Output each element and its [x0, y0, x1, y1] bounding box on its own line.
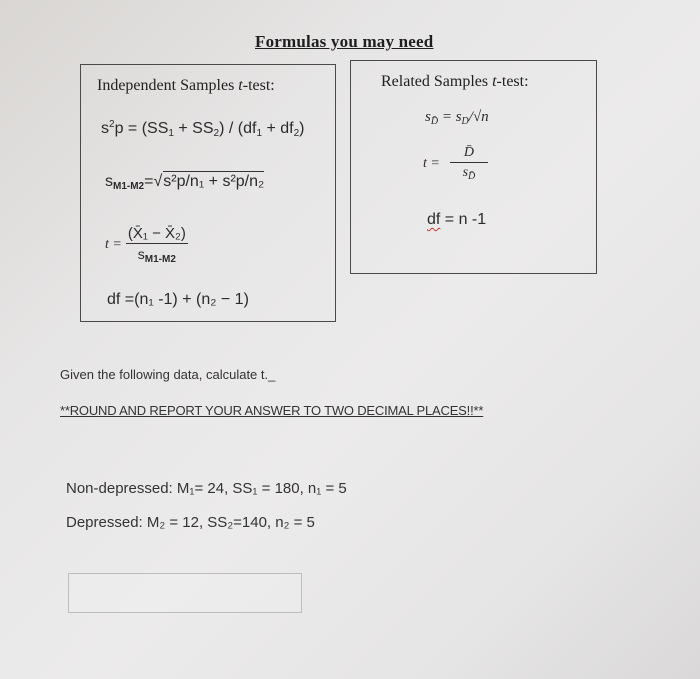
related-t-denominator: $s_{D̄}$: [462, 165, 476, 182]
page-title: Formulas you may need: [255, 32, 434, 51]
independent-t-numerator: (X̄₁ − X̄₂): [127, 225, 186, 242]
related-samples-box: [350, 60, 597, 274]
related-t-numerator: D̄: [450, 145, 488, 163]
related-samples-heading: Related Samples t-test:: [381, 73, 529, 90]
related-t-formula: t = $\frac{D̄}{s_{D̄}}$: [423, 145, 488, 182]
given-instruction: Given the following data, calculate t._: [60, 367, 276, 382]
independent-t-denominator: $s_{M1-M2}$: [137, 246, 176, 265]
independent-samples-box: [80, 64, 336, 322]
round-instruction: **ROUND AND REPORT YOUR ANSWER TO TWO DECIMAL PLACES!!**: [60, 403, 484, 418]
standard-error-formula: $s_{M1-M2}=√s^2p/n_1 + s^2p/n_2$: [105, 173, 265, 192]
independent-t-formula: t = $\frac{\text{(X̄₁ − X̄₂)}}{s_{M1-M2}}$: [105, 225, 186, 265]
non-depressed-data: Non-depressed: M₁= 24, SS₁ = 180, n₁ = 5: [66, 480, 347, 497]
pooled-variance-formula: $s^2p = (SS_1 + SS_2) / (df_1 + df_2)$: [101, 119, 305, 139]
independent-samples-heading: Independent Samples t-test:: [97, 77, 275, 94]
independent-df-formula: df =(n₁ -1) + (n₂ − 1): [107, 291, 249, 308]
related-sd-formula: $s_{D̄} = s_D/√n$: [425, 109, 489, 127]
answer-input[interactable]: [68, 573, 302, 613]
depressed-data: Depressed: M₂ = 12, SS₂=140, n₂ = 5: [66, 514, 315, 531]
related-df-formula: df = n -1: [427, 211, 487, 228]
